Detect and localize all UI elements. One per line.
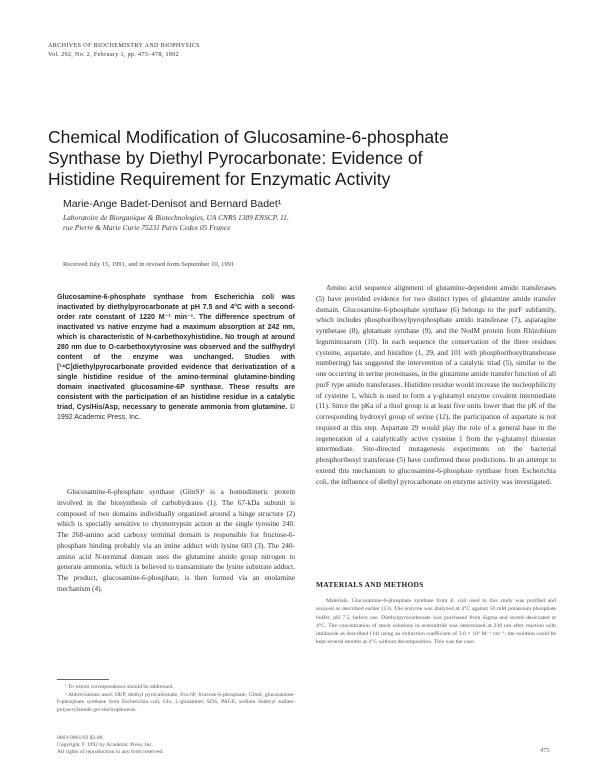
intro-paragraph-right: Amino acid sequence alignment of glutamine-dependent amido transferases (5) have provided evidence for two distinct types of glutamine amide transfer domain. Glucosamine-6-phosphate synthase (6) belongs to the purF subfamily, which includes phosphoribosylpyrophosphate amido transferase (7), asparagine synthetase (8), glutamate synthase (9), and the NodM protein from Rhizobium leguminosarum (10). In each sequence the conservation of the three residues cysteine, aspartate, and histidine (1, 29, and 101 with phosphoribosyltransferase numbering) has suggested the intervention of a catalytic triad (5), similar to the one occurring in serine proteinases, in the glutamine amide transfer function of all purF type amido transferases. Histidine residue would increase the nucleophilicity of cysteine 1, which is used to form a γ-glutamyl enzyme covalent intermediate (11). Since the pKa of a thiol group is at least five units lower than the pK of the corresponding hydroxyl group of serine (12), the participation of aspartate is not required at this step. Aspartate 29 would play the role of a general base in the regeneration of a catalytically active cysteine 1 from the γ-glutamyl thioester intermediate. Site-directed mutagenesis experiments on the bacterial phosphoribosyl transferase (5) have confirmed these predictions. In an attempt to extend this mechanism to glucosamine-6-phosphate synthase from Escherichia coli, the influence of diethyl pyrocarbonate on enzyme activity was investigated.	[316, 283, 556, 486]
affiliation	[63, 213, 289, 233]
footnote-rule	[57, 679, 109, 680]
methods-paragraph: Materials. Glucosamine-6-phosphate synthase from E. coli used in this study was purified and assayed as described earlier (13). The enzyme was dialyzed at 4°C against 50 mM potassium phosphate buffer, pH 7.5, before use. Diethylpyrocarbonate was purchased from Sigma and stored desiccated at 4°C. The concentration of stock solutions in acetonitrile was determined at 230 nm after reaction with imidazole as described (14) using an extinction coefficient of 3.0 × 10³ M⁻¹ cm⁻¹; the solution could be kept several months at 4°C without decomposition. This was the case.	[316, 598, 556, 646]
article-title	[48, 127, 568, 190]
title-line: Chemical Modification of Glucosamine-6-phosphate	[48, 127, 449, 147]
legal-notice	[57, 735, 164, 757]
journal-issue: Vol. 292, No. 2, February 1, pp. 475–478, 1992	[48, 50, 180, 58]
abstract-text: Glucosamine-6-phosphate synthase from Escherichia coli was inactivated by diethylpyrocarbonate at pH 7.5 and 4°C with a second-order rate constant of 1220 M⁻¹ min⁻¹. The difference spectrum of inactivated vs native enzyme had a maximum absorption at 242 nm, which is characteristic of N-carbethoxyhistidine. No trough at around 280 nm due to O-carbethoxytyrosine was observed and the sulfhydryl content of the enzyme was unchanged. Studies with [¹⁴C]diethylpyrocarbonate provided evidence that derivatization of a single histidine residue of the amino-terminal glutamine-binding domain inactivated glucosamine-6P synthase. These results are consistent with the participation of an histidine residue in a catalytic triad, Cys/His/Asp, necessary to generate ammonia from glutamine.	[57, 294, 295, 411]
footnote: ¹ To whom correspondence should be addressed.	[65, 684, 174, 690]
footnote: ² Abbreviations used: DEP, diethyl pyrocarbonate; Fru-6P, fructose-6-phosphate; GlmS, glucosamine-6-phosphate synthase from Escherichia coli; Gln, L-glutamine; SDS, PAGE, sodium dodecyl sulfate-polyacrylamide gel electrophoresis.	[57, 691, 295, 713]
journal-name: ARCHIVES OF BIOCHEMISTRY AND BIOPHYSICS	[48, 42, 200, 49]
authors: Marie-Ange Badet-Denisot and Bernard Badet¹	[63, 198, 282, 210]
title-line: Histidine Requirement for Enzymatic Activity	[48, 169, 391, 189]
legal-line: 0003-9861/92 $3.00	[57, 735, 103, 741]
legal-line: Copyright © 1992 by Academic Press, Inc.	[57, 742, 154, 749]
abstract-copyright: © 1992 Academic Press, Inc.	[57, 404, 295, 421]
legal-line: All rights of reproduction in any form reserved.	[57, 749, 164, 756]
received-date: Received July 15, 1991, and in revised form September 10, 1991	[63, 261, 235, 268]
affiliation-line: Laboratoire de Biorganique & Biotechnologies, UA CNRS 1389 ENSCP, 11,	[63, 213, 289, 222]
intro-paragraph-left: Glucosamine-6-phosphate synthase (GlmS)² is a homodimeric protein involved in the biosynthesis of carbohydrates (1). The 67-kDa subunit is composed of two domains individually organized around a hinge structure (2) which is specially sensitive to chymotrypsin action at the single tyrosine 240. The 268-amino acid carboxy terminal domain is responsible for fructose-6-phosphate binding probably via an imine adduct with lysine 603 (3). The 240-amino acid N-terminal domain uses the glutamine amido group nitrogen to generate ammonia, which is believed to transaminate the lysine substrate adduct. The product, glucosamine-6-phosphate, is then formed via an enolamine mechanism (4).	[57, 487, 295, 593]
journal-header	[48, 42, 200, 59]
abstract	[57, 293, 295, 423]
section-heading-methods: MATERIALS AND METHODS	[316, 580, 424, 589]
affiliation-line: rue Pierre & Marie Curie 75231 Paris Cedex 05 France	[63, 223, 231, 232]
footnotes	[57, 684, 295, 714]
title-line: Synthase by Diethyl Pyrocarbonate: Evidence of	[48, 148, 423, 168]
page-number: 475	[540, 747, 550, 754]
